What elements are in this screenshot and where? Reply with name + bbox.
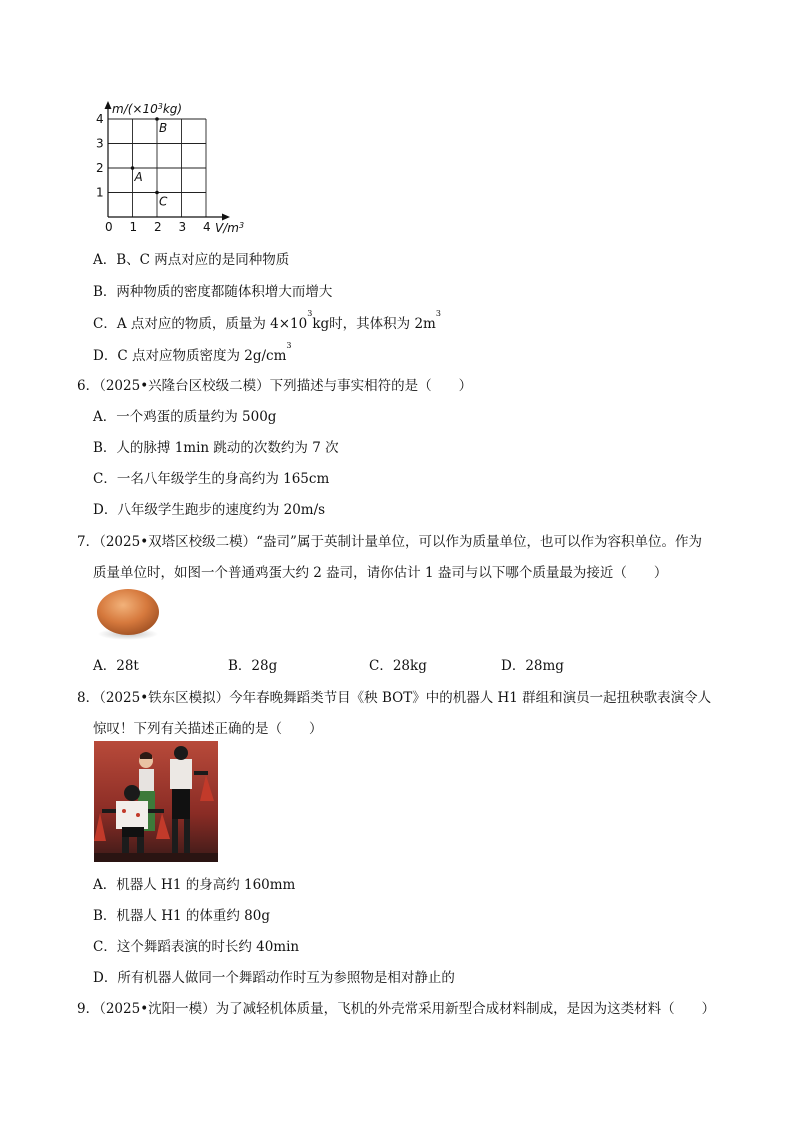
y-tick-label: 3 <box>96 136 104 151</box>
q8-option-d: D．所有机器人做同一个舞蹈动作时互为参照物是相对静止的 <box>93 970 455 986</box>
q5-option-b: B．两种物质的密度都随体积增大而增大 <box>93 284 333 300</box>
x-tick-label: 3 <box>178 220 187 234</box>
q6-stem: 6．（2025•兴隆台区校级二模）下列描述与事实相符的是（ ） <box>77 378 473 394</box>
y-tick-label: 2 <box>96 161 104 175</box>
q5-option-a: A．B、C 两点对应的是同种物质 <box>93 252 290 268</box>
y-tick-label: 4 <box>96 112 104 126</box>
q9-stem: 9．（2025•沈阳一模）为了减轻机体质量，飞机的外壳常采用新型合成材料制成，是因为这类材料（ ） <box>77 1001 716 1017</box>
x-axis-arrow <box>222 214 230 221</box>
x-tick-label: 1 <box>129 220 138 234</box>
x-tick-label: 0 <box>105 220 113 234</box>
q8-stem-line2: 惊叹！下列有关描述正确的是（ ） <box>93 721 323 737</box>
egg-image <box>94 586 164 642</box>
q7-option-b: B．28g <box>228 658 278 674</box>
chart-grid <box>108 119 206 217</box>
q7-option-a: A．28t <box>93 658 139 674</box>
q7-stem-line1: 7．（2025•双塔区校级二模）“盎司”属于英制计量单位，可以作为质量单位，也可以作为容积单位。作为 <box>77 534 702 550</box>
q8-option-a: A．机器人 H1 的身高约 160mm <box>93 877 296 893</box>
q8-option-b: B．机器人 H1 的体重约 80g <box>93 908 270 924</box>
q6-option-c: C．一名八年级学生的身高约为 165cm <box>93 471 330 487</box>
q6-option-d: D．八年级学生跑步的速度约为 20m/s <box>93 502 326 518</box>
point-label: B <box>159 121 168 135</box>
robot-dance-photo <box>94 741 218 862</box>
q8-option-c: C．这个舞蹈表演的时长约 40min <box>93 939 300 955</box>
q8-stem-line1: 8．（2025•铁东区模拟）今年春晚舞蹈类节目《秧 BOT》中的机器人 H1 群组和演员一起扭秧歌表演令人 <box>77 690 712 706</box>
q6-option-b: B．人的脉搏 1min 跳动的次数约为 7 次 <box>93 440 339 456</box>
q6-option-a: A．一个鸡蛋的质量约为 500g <box>93 409 277 425</box>
chart-y-axis-label: $m/(\times 10^3kg)$ <box>112 102 183 116</box>
point-label: A <box>134 170 143 184</box>
point-label: C <box>159 194 168 209</box>
q7-stem-line2: 质量单位时，如图一个普通鸡蛋大约 2 盎司，请你估计 1 盎司与以下哪个质量最为接近（ ） <box>93 565 668 581</box>
q7-option-c: C．28kg <box>369 658 427 674</box>
chart-points <box>131 117 168 208</box>
chart-x-axis-label: $V/m^3$ <box>215 221 245 235</box>
chart-ticks <box>96 112 211 234</box>
q5-option-d: D．C 点对应物质密度为 $2g/cm^3$ <box>93 341 292 364</box>
mass-volume-chart <box>80 95 270 235</box>
q7-option-d: D．28mg <box>501 658 564 674</box>
y-axis-arrow <box>105 101 112 109</box>
x-tick-label: 2 <box>154 220 162 234</box>
x-tick-label: 4 <box>203 220 211 234</box>
y-tick-label: 1 <box>96 185 104 200</box>
q5-option-c: C．A 点对应的物质，质量为 $4\times 10^3kg$时，其体积为 $2m^3$ <box>93 309 441 332</box>
